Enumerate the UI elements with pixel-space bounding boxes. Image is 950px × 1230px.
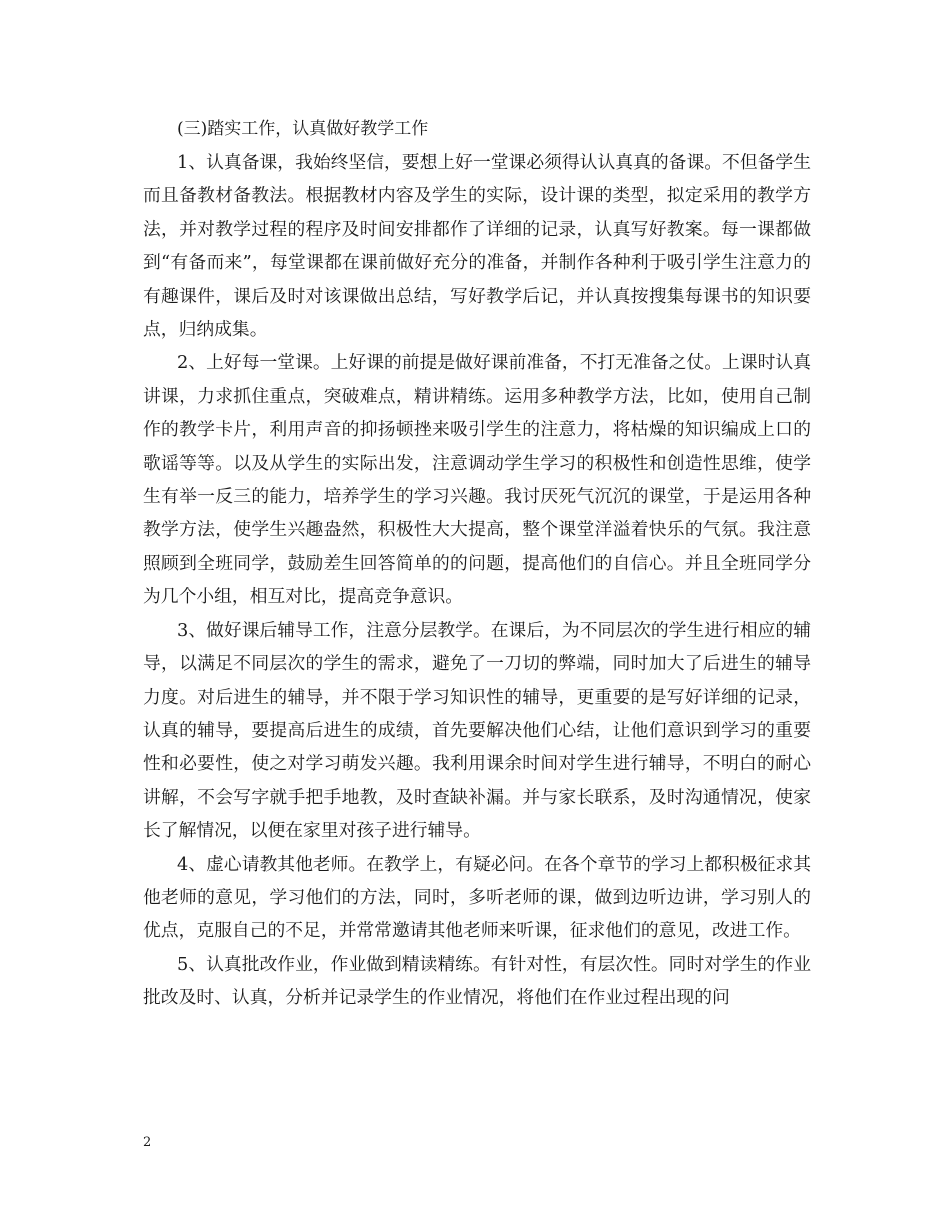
paragraph-3: 3、做好课后辅导工作，注意分层教学。在课后，为不同层次的学生进行相应的辅导，以满足不同层次的学生的需求，避免了一刀切的弊端，同时加大了后进生的辅导力度。对后进生的辅导，并不限于学习知识性的辅导，更重要的是写好详细的记录，认真的辅导，要提高后进生的成绩，首先要解决他们心结，让他们意识到学习的重要性和必要性，使之对学习萌发兴趣。我利用课余时间对学生进行辅导，不明白的耐心讲解，不会写字就手把手地教，及时查缺补漏。并与家长联系，及时沟通情况，使家长了解情况，以便在家里对孩子进行辅导。 [143, 619, 811, 842]
page-number: 2 [143, 1135, 152, 1150]
paragraph-4: 4、虚心请教其他老师。在教学上，有疑必问。在各个章节的学习上都积极征求其他老师的意见，学习他们的方法，同时，多听老师的课，做到边听边讲，学习别人的优点，克服自己的不足，并常常邀请其他老师来听课，征求他们的意见，改进工作。 [143, 853, 811, 942]
document-body [143, 113, 811, 1015]
paragraph-2: 2、上好每一堂课。上好课的前提是做好课前准备，不打无准备之仗。上课时认真讲课，力求抓住重点，突破难点，精讲精练。运用多种教学方法，比如，使用自己制作的教学卡片，利用声音的抑扬顿挫来吸引学生的注意力，将枯燥的知识编成上口的歌谣等等。以及从学生的实际出发，注意调动学生学习的积极性和创造性思维，使学生有举一反三的能力，培养学生的学习兴趣。我讨厌死气沉沉的课堂，于是运用各种教学方法，使学生兴趣盎然，积极性大大提高，整个课堂洋溢着快乐的气氛。我注意照顾到全班同学，鼓励差生回答简单的的问题，提高他们的自信心。并且全班同学分为几个小组，相互对比，提高竞争意识。 [143, 352, 811, 608]
paragraph-1: 1、认真备课，我始终坚信，要想上好一堂课必须得认认真真的备课。不但备学生而且备教材备教法。根据教材内容及学生的实际，设计课的类型，拟定采用的教学方法，并对教学过程的程序及时间安排都作了详细的记录，认真写好教案。每一课都做到“有备而来”，每堂课都在课前做好充分的准备，并制作各种利于吸引学生注意力的有趣课件，课后及时对该课做出总结，写好教学后记，并认真按搜集每课书的知识要点，归纳成集。 [143, 152, 811, 341]
paragraph-5: 5、认真批改作业，作业做到精读精练。有针对性，有层次性。同时对学生的作业批改及时、认真，分析并记录学生的作业情况，将他们在作业过程出现的问 [143, 953, 811, 1009]
section-heading: (三)踏实工作，认真做好教学工作 [177, 119, 429, 139]
